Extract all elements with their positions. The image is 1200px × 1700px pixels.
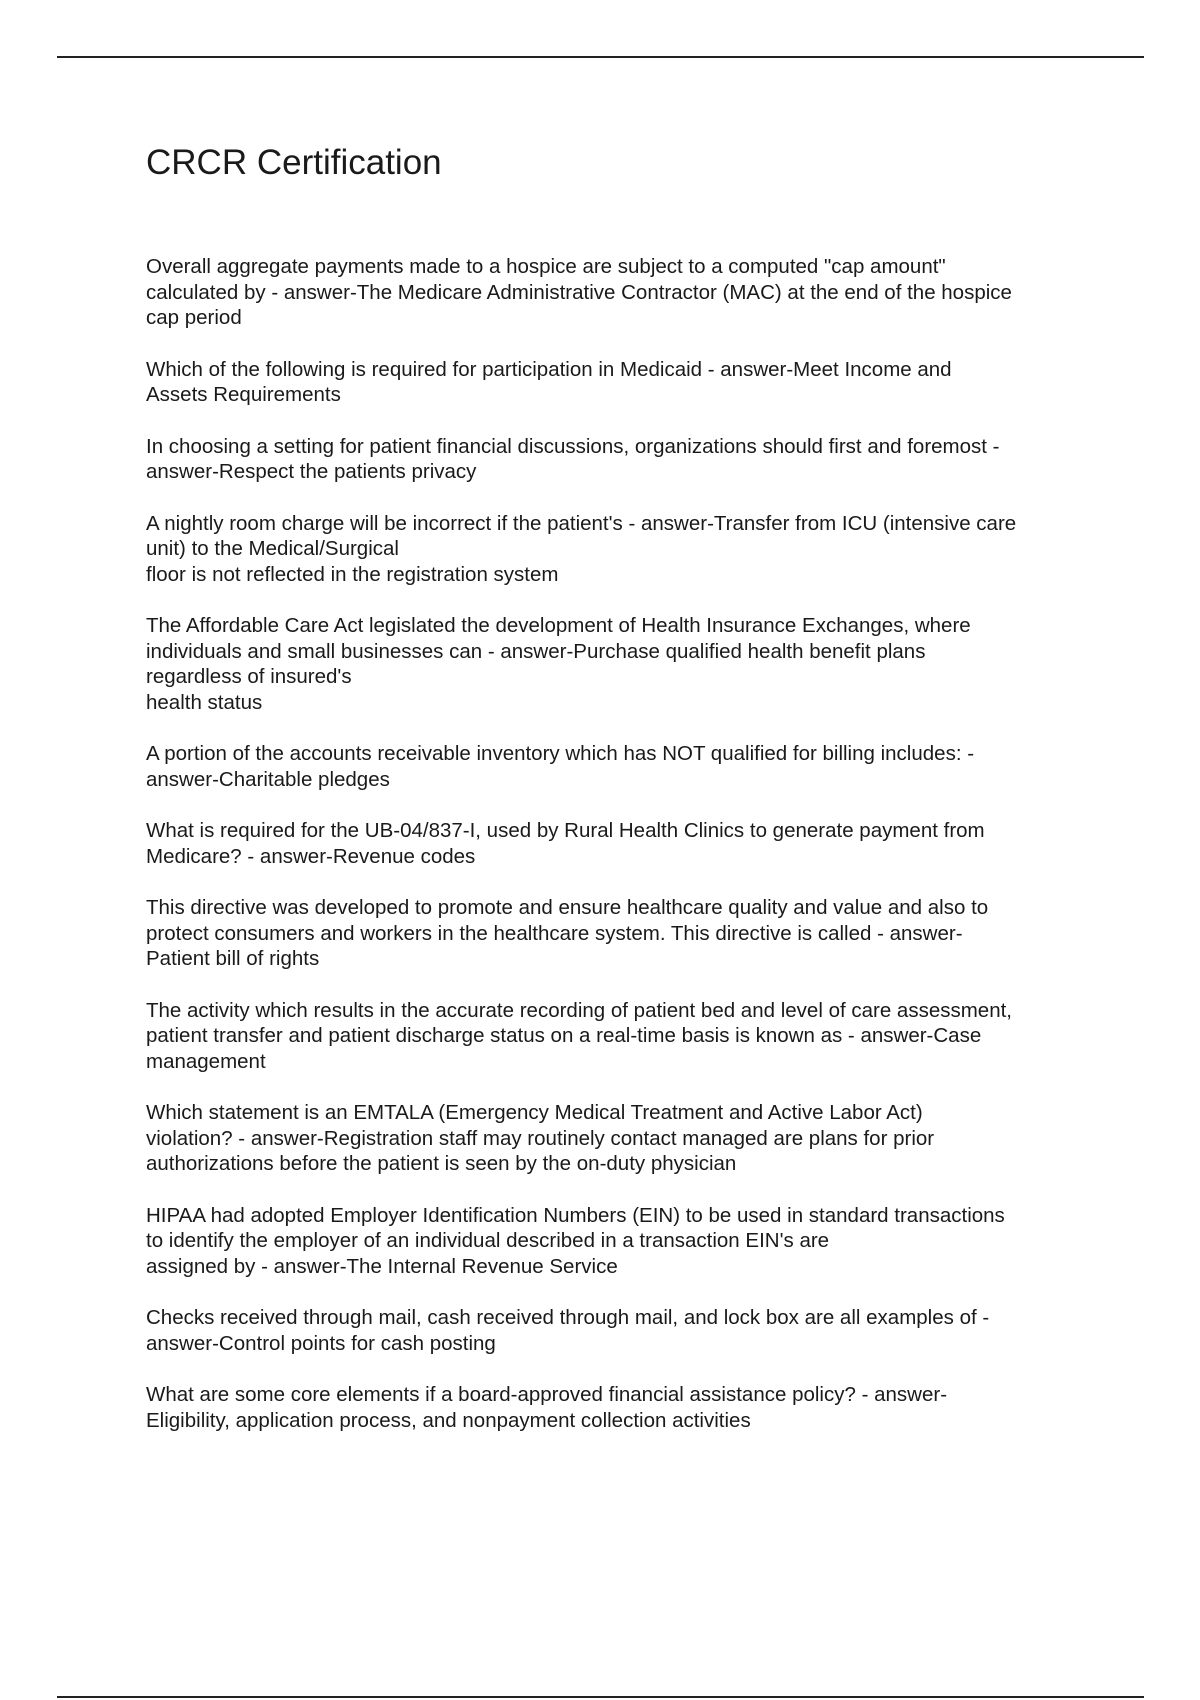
qa-text-line: health status [146, 690, 263, 714]
qa-item [146, 434, 1096, 485]
qa-item [146, 818, 1096, 869]
qa-text-line: Overall aggregate payments made to a hospice are subject to a computed "cap amount" [146, 255, 946, 278]
qa-text-line: cap period [146, 306, 242, 329]
qa-text-line: calculated by - answer-The Medicare Administrative Contractor (MAC) at the end of the hospice [146, 280, 1012, 304]
qa-item [146, 254, 1096, 331]
qa-text-line: Checks received through mail, cash received through mail, and lock box are all examples of - [146, 1306, 990, 1329]
qa-item [146, 1305, 1096, 1356]
qa-text-line: unit) to the Medical/Surgical [146, 537, 399, 560]
qa-item [146, 357, 1096, 408]
qa-text-line: individuals and small businesses can - answer-Purchase qualified health benefit plans [146, 639, 926, 663]
qa-text-line: The activity which results in the accurate recording of patient bed and level of care assessment, [146, 998, 1013, 1022]
qa-text-line: authorizations before the patient is seen by the on-duty physician [146, 1152, 737, 1175]
qa-text-line: answer-Respect the patients privacy [146, 460, 477, 483]
qa-item [146, 1382, 1096, 1433]
qa-item [146, 1100, 1096, 1177]
qa-text-line: to identify the employer of an individual described in a transaction EIN's are [146, 1229, 830, 1252]
qa-text-line: A portion of the accounts receivable inventory which has NOT qualified for billing includes: - [146, 742, 975, 765]
qa-text-line: In choosing a setting for patient financial discussions, organizations should first and foremost - [146, 434, 1000, 458]
qa-text-line: answer-Control points for cash posting [146, 1331, 496, 1355]
qa-item [146, 895, 1096, 972]
qa-text-line: This directive was developed to promote and ensure healthcare quality and value and also to [146, 896, 989, 919]
page-title: CRCR Certification [146, 143, 442, 182]
qa-text-line: assigned by - answer-The Internal Revenue Service [146, 1254, 618, 1278]
qa-text-line: A nightly room charge will be incorrect if the patient's - answer-Transfer from ICU (intensive care [146, 511, 1017, 535]
qa-text-line: Assets Requirements [146, 383, 341, 406]
qa-text-line: violation? - answer-Registration staff may routinely contact managed are plans for prior [146, 1126, 935, 1150]
qa-item [146, 741, 1096, 792]
qa-text-line: protect consumers and workers in the healthcare system. This directive is called - answer- [146, 921, 963, 945]
qa-list [146, 254, 1096, 1459]
qa-item [146, 998, 1096, 1075]
qa-text-line: Which of the following is required for participation in Medicaid - answer-Meet Income and [146, 357, 952, 381]
bottom-rule [57, 1696, 1144, 1698]
top-rule [57, 56, 1144, 58]
qa-text-line: What is required for the UB-04/837-I, used by Rural Health Clinics to generate payment from [146, 819, 985, 842]
qa-item [146, 1203, 1096, 1280]
qa-text-line: Which statement is an EMTALA (Emergency Medical Treatment and Active Labor Act) [146, 1101, 923, 1124]
qa-text-line: patient transfer and patient discharge status on a real-time basis is known as - answer-Case [146, 1024, 982, 1047]
qa-text-line: What are some core elements if a board-approved financial assistance policy? - answer- [146, 1383, 948, 1406]
qa-text-line: Eligibility, application process, and nonpayment collection activities [146, 1408, 751, 1432]
qa-item [146, 511, 1096, 588]
qa-text-line: regardless of insured's [146, 665, 352, 688]
qa-text-line: floor is not reflected in the registration system [146, 562, 559, 586]
qa-text-line: Medicare? - answer-Revenue codes [146, 844, 476, 868]
qa-text-line: answer-Charitable pledges [146, 767, 390, 791]
qa-text-line: The Affordable Care Act legislated the development of Health Insurance Exchanges, where [146, 614, 971, 637]
qa-text-line: HIPAA had adopted Employer Identification Numbers (EIN) to be used in standard transactions [146, 1203, 1005, 1227]
qa-item [146, 613, 1096, 715]
qa-text-line: management [146, 1049, 266, 1073]
qa-text-line: Patient bill of rights [146, 947, 320, 970]
